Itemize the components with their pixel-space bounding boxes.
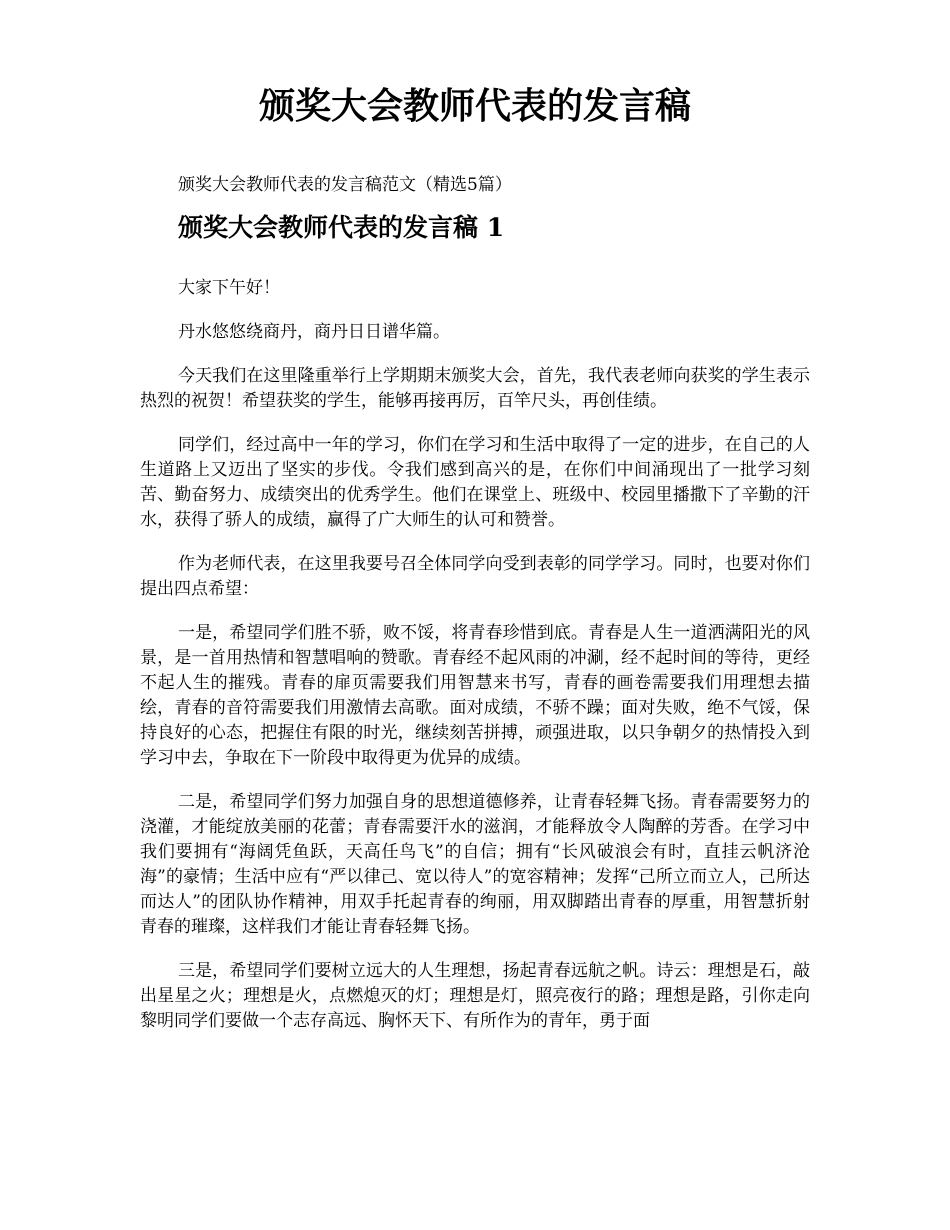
paragraph-congratulations: 今天我们在这里隆重举行上学期期末颁奖大会，首先，我代表老师向获奖的学生表示热烈的祝贺！希望获奖的学生，能够再接再厉，百竿尺头，再创佳绩。: [140, 366, 810, 411]
paragraph-greeting: 大家下午好！: [178, 278, 280, 298]
paragraph-hope-three: 三是，希望同学们要树立远大的人生理想，扬起青春远航之帆。诗云：理想是石，敲出星星之火；理想是火，点燃熄灭的灯；理想是灯，照亮夜行的路；理想是路，引你走向黎明同学们要做一个志存高远、胸怀天下、有所作为的青年，勇于面: [140, 961, 810, 1031]
paragraph-hope-one: 一是，希望同学们胜不骄，败不馁，将青春珍惜到底。青春是人生一道洒满阳光的风景，是一首用热情和智慧唱响的赞歌。青春经不起风雨的冲涮，经不起时间的等待，更经不起人生的摧残。青春的扉页需要我们用智慧来书写，青春的画卷需要我们用理想去描绘，青春的音符需要我们用激情去高歌。面对成绩，不骄不躁；面对失败，绝不气馁，保持良好的心态，把握住有限的时光，继续刻苦拼搏，顽强进取，以只争朝夕的热情投入到学习中去，争取在下一阶段中取得更为优异的成绩。: [140, 623, 810, 768]
paragraph-call-to-learn: 作为老师代表，在这里我要号召全体同学向受到表彰的同学学习。同时，也要对你们提出四点希望：: [140, 554, 810, 599]
body-text: [140, 276, 810, 1034]
paragraph-opening-verse: 丹水悠悠绕商丹，商丹日日谱华篇。: [178, 322, 450, 342]
document-title: 颁奖大会教师代表的发言稿: [258, 85, 691, 127]
document-subtitle: 颁奖大会教师代表的发言稿范文（精选5篇）: [178, 175, 512, 195]
section-heading: 颁奖大会教师代表的发言稿 1: [178, 213, 505, 242]
paragraph-hope-two: 二是，希望同学们努力加强自身的思想道德修养，让青春轻舞飞扬。青春需要努力的浇灌，才能绽放美丽的花蕾；青春需要汗水的滋润，才能释放令人陶醉的芳香。在学习中我们要拥有“海阔凭鱼跃，天高任鸟飞”的自信；拥有“长风破浪会有时，直挂云帆济沧海”的豪情；生活中应有“严以律己、宽以待人”的宽容精神；发挥“己所立而立人，己所达而达人”的团队协作精神，用双手托起青春的绚丽，用双脚踏出青春的厚重，用智慧折射青春的璀璨，这样我们才能让青春轻舞飞扬。: [140, 792, 810, 937]
paragraph-progress: 同学们，经过高中一年的学习，你们在学习和生活中取得了一定的进步，在自己的人生道路上又迈出了坚实的步伐。令我们感到高兴的是，在你们中间涌现出了一批学习刻苦、勤奋努力、成绩突出的优秀学生。他们在课堂上、班级中、校园里播撒下了辛勤的汗水，获得了骄人的成绩，赢得了广大师生的认可和赞誉。: [140, 435, 810, 530]
